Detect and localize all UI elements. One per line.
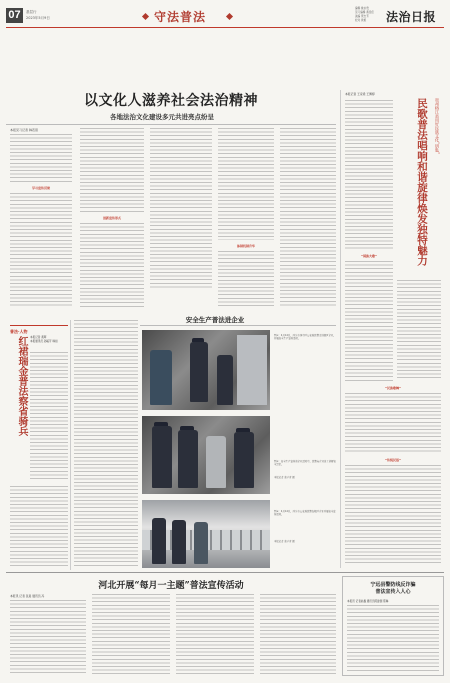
sidebar-title: 红裙瑞金普法察省骑兵 xyxy=(16,336,27,436)
right-subhead: “传统民俗” xyxy=(385,458,401,462)
photo-factory-floor xyxy=(142,500,270,568)
editor-line: 见习编辑 黄佳佳 xyxy=(355,11,374,14)
sidebar-byline-line: 本报通讯员 孙毓芳 韩旭 xyxy=(30,340,58,343)
photo-caption: 图③：4月14日，西宁市公安局民警在辖区企业开展安全宣传活动。 xyxy=(274,510,336,517)
police-figure xyxy=(217,355,233,405)
page-number: 07 xyxy=(6,8,23,23)
divider xyxy=(6,124,336,125)
brief-title xyxy=(343,582,443,596)
machine-panel xyxy=(237,335,267,405)
page-header xyxy=(6,6,444,28)
sidebar-byline xyxy=(30,336,68,344)
police-figure xyxy=(190,342,208,402)
divider xyxy=(140,325,336,326)
right-display-title: 民歌普法唱响和谐旋律焕发独特魅力 xyxy=(416,98,428,266)
photo-caption: 图①：4月14日，西宁市湟中区公安局民警走进辖区企业，开展安全生产宣传活动。 xyxy=(274,334,336,341)
photo-caption: 图②：安全生产宣传进企业活动中，民警向企业员工讲解安全常识。 xyxy=(274,460,336,467)
photo-police-group xyxy=(142,416,270,494)
edition-label: 基层行 xyxy=(26,10,37,14)
police-figure xyxy=(152,426,172,488)
brief-byline: 本报讯 记者赵鑫 通讯员陈建国 陈琳 xyxy=(347,600,389,603)
police-figure xyxy=(152,518,166,564)
photo-police-factory xyxy=(142,330,270,410)
divider xyxy=(6,572,444,573)
lead-text-column xyxy=(10,134,72,184)
brief-box xyxy=(342,576,444,676)
editor-credits xyxy=(355,7,383,23)
issue-date: 2023年5月9日 xyxy=(26,16,50,20)
brief-text xyxy=(347,605,439,673)
worker-figure xyxy=(150,350,172,405)
lead-text-column xyxy=(80,223,144,307)
bottom-text xyxy=(10,600,86,674)
brief-title-line: 宁远县警防线反诈骗 xyxy=(370,582,416,588)
photo-credit: 本报记者 张子青 摄 xyxy=(274,540,295,543)
editor-line: 校对 侯艳 xyxy=(355,19,367,22)
right-feature-title: 贵州榕江县用好民族文化“钥匙” xyxy=(435,98,440,155)
lead-text-column xyxy=(150,128,212,290)
worker-figure xyxy=(206,436,226,488)
sidebar-text xyxy=(74,320,138,566)
lead-subtitle: 各地法治文化建设多元共进亮点纷呈 xyxy=(110,113,214,121)
photo-section-title: 安全生产普法进企业 xyxy=(185,316,245,324)
police-figure xyxy=(178,430,198,488)
section-title: 守法普法 xyxy=(154,10,207,24)
sidebar-kicker-label: 普法·人物 xyxy=(10,329,28,334)
bottom-byline: 本报讯 记者 张昊 通讯员 冯 xyxy=(10,594,45,598)
sidebar-kicker xyxy=(10,318,68,334)
police-figure xyxy=(234,432,254,488)
right-text xyxy=(345,393,441,453)
sidebar-text xyxy=(10,486,68,566)
right-text xyxy=(397,280,441,380)
editor-line: 美编 贾志芳 xyxy=(355,15,369,18)
header-diamond-right xyxy=(226,13,233,20)
police-figure xyxy=(172,520,186,564)
lead-text-column xyxy=(218,128,274,240)
bottom-text xyxy=(176,594,254,674)
right-text xyxy=(345,261,393,381)
photo-credit: 本报记者 张子青 摄 xyxy=(274,476,295,479)
right-text xyxy=(345,100,393,250)
lead-subhead: 创新宣传形式 xyxy=(102,216,121,220)
lead-byline: 本报见习记者 韩若思 xyxy=(10,128,38,132)
bottom-text xyxy=(92,594,170,674)
lead-title: 以文化人滋养社会法治精神 xyxy=(84,93,258,109)
column-rule xyxy=(340,90,341,568)
lead-text-column xyxy=(80,128,144,213)
lead-text-column xyxy=(280,128,336,307)
right-byline: 本报记者 王家梁 王佩婷 xyxy=(345,92,375,96)
column-rule xyxy=(70,320,71,570)
right-subhead: “侗族大歌” xyxy=(361,254,377,258)
lead-text-column xyxy=(218,251,274,307)
bottom-text xyxy=(260,594,336,674)
sidebar-byline-line: 本报记者 黄辉 xyxy=(30,336,47,339)
worker-figure xyxy=(194,522,208,564)
lead-subhead: 学习宣传贯彻 xyxy=(31,186,50,190)
lead-text-column xyxy=(10,193,72,307)
bottom-article-title: 河北开展“每月一主题”普法宣传活动 xyxy=(98,581,244,591)
sidebar-text xyxy=(30,352,68,480)
header-diamond-left xyxy=(142,13,149,20)
right-text xyxy=(345,465,441,565)
right-subhead: “民族歌舞” xyxy=(385,386,401,390)
brief-title-line: 普法宣传入人心 xyxy=(375,589,411,595)
editor-line: 编辑 姚永贵 xyxy=(355,7,369,10)
newspaper-masthead: 法治日报 xyxy=(386,10,437,24)
lead-subhead: 体制机制升华 xyxy=(236,244,255,248)
